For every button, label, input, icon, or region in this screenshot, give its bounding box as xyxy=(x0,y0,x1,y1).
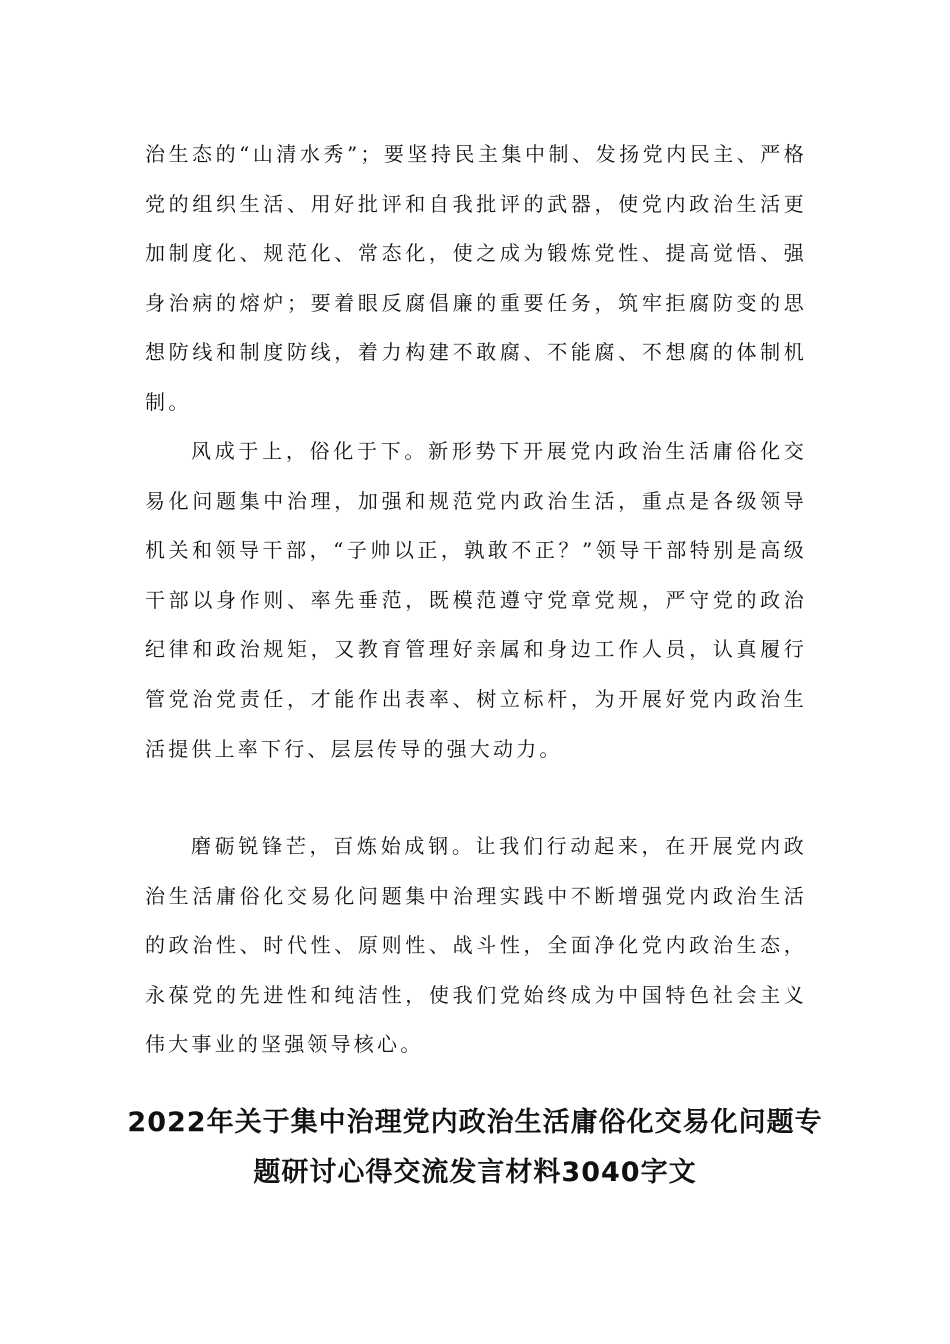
paragraph-1: 治生态的“山清水秀”；要坚持民主集中制、发扬党内民主、严格党的组织生活、用好批评和自我批评的武器，使党内政治生活更加制度化、规范化、常态化，使之成为锻炼党性、提高觉悟、强身治病的熔炉；要着眼反腐倡廉的重要任务，筑牢拒腐防变的思想防线和制度防线，着力构建不敢腐、不能腐、不想腐的体制机制。 xyxy=(145,142,807,414)
paragraph-3: 磨砺锐锋芒，百炼始成钢。让我们行动起来，在开展党内政治生活庸俗化交易化问题集中治理实践中不断增强党内政治生活的政治性、时代性、原则性、战斗性，全面净化党内政治生态，永葆党的先进性和纯洁性，使我们党始终成为中国特色社会主义伟大事业的坚强领导核心。 xyxy=(145,834,807,1057)
paragraph-2: 风成于上，俗化于下。新形势下开展党内政治生活庸俗化交易化问题集中治理，加强和规范党内政治生活，重点是各级领导机关和领导干部，“子帅以正，孰敢不正？”领导干部特别是高级干部以身作则、率先垂范，既模范遵守党章党规，严守党的政治纪律和政治规矩，又教育管理好亲属和身边工作人员，认真履行管党治党责任，才能作出表率、树立标杆，为开展好党内政治生活提供上率下行、层层传导的强大动力。 xyxy=(145,439,807,761)
document-title: 2022年关于集中治理党内政治生活庸俗化交易化问题专题研讨心得交流发言材料3040字文 xyxy=(127,1107,823,1188)
